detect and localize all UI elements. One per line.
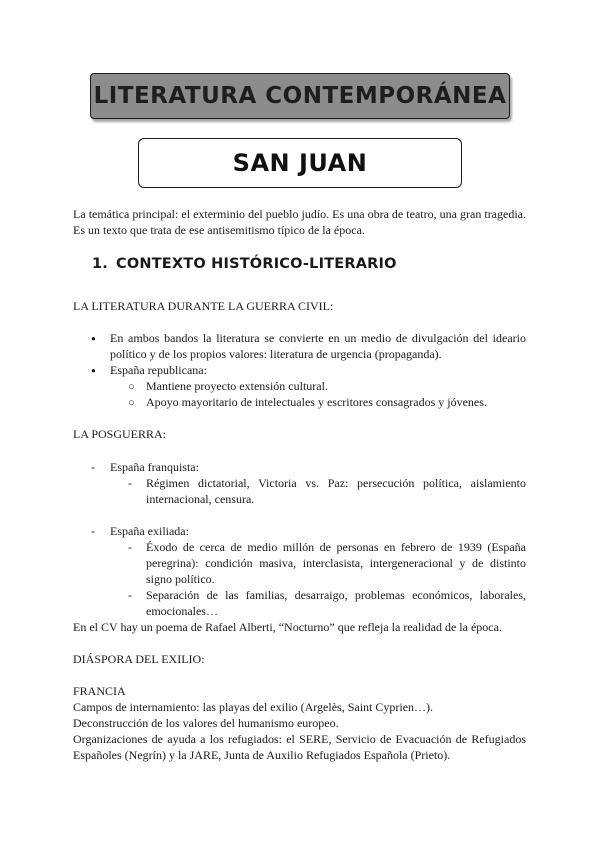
dash-bullet: - bbox=[91, 460, 95, 474]
document-subtitle: SAN JUAN bbox=[232, 149, 368, 177]
intro-paragraph: La temática principal: el exterminio del pueblo judío. Es una obra de teatro, una gran tragedia. Es un texto que trata de ese antisemitismo típico de la época. bbox=[73, 207, 526, 237]
diaspora-heading: DIÁSPORA DEL EXILIO: bbox=[73, 652, 205, 666]
section-number: 1. bbox=[92, 256, 108, 272]
section-heading bbox=[92, 256, 397, 272]
dash-bullet: - bbox=[128, 588, 132, 602]
dash-bullet: - bbox=[91, 524, 95, 538]
list-item: Separación de las familias, desarraigo, problemas económicos, laborales, emocionales… bbox=[146, 588, 526, 618]
title-banner bbox=[90, 73, 510, 119]
bullet-icon: ● bbox=[91, 334, 96, 343]
list-item: Apoyo mayoritario de intelectuales y escritores consagrados y jóvenes. bbox=[146, 395, 487, 409]
section-title: CONTEXTO HISTÓRICO-LITERARIO bbox=[116, 256, 397, 272]
document-title: LITERATURA CONTEMPORÁNEA bbox=[93, 83, 507, 109]
list-item: España republicana: bbox=[110, 363, 207, 377]
circle-bullet-icon: ○ bbox=[128, 381, 135, 393]
list-item: Mantiene proyecto extensión cultural. bbox=[146, 379, 328, 393]
posguerra-heading: LA POSGUERRA: bbox=[73, 427, 167, 441]
diaspora-line: Campos de internamiento: las playas del exilio (Argelès, Saint Cyprien…). bbox=[73, 700, 434, 714]
list-item: España exiliada: bbox=[110, 524, 189, 538]
list-item: España franquista: bbox=[110, 460, 199, 474]
francia-label: FRANCIA bbox=[73, 684, 126, 698]
dash-bullet: - bbox=[128, 540, 132, 554]
bullet-icon: ● bbox=[91, 366, 96, 375]
list-item: En ambos bandos la literatura se convierte en un medio de divulgación del ideario político y de los propios valores: literatura de urgencia (propaganda). bbox=[110, 331, 526, 361]
guerra-civil-heading: LA LITERATURA DURANTE LA GUERRA CIVIL: bbox=[73, 299, 334, 313]
diaspora-line: Deconstrucción de los valores del humanismo europeo. bbox=[73, 716, 339, 730]
subtitle-banner bbox=[138, 138, 462, 188]
list-item: Régimen dictatorial, Victoria vs. Paz: persecución política, aislamiento internacional, censura. bbox=[146, 476, 526, 506]
diaspora-paragraph: Organizaciones de ayuda a los refugiados: el SERE, Servicio de Evacuación de Refugiados Españoles (Negrín) y la JARE, Junta de Auxilio Refugiados Española (Prieto). bbox=[73, 732, 526, 762]
circle-bullet-icon: ○ bbox=[128, 397, 135, 409]
list-item: Éxodo de cerca de medio millón de personas en febrero de 1939 (España peregrina): condición masiva, interclasista, intergeneracional y de distinto signo político. bbox=[146, 540, 526, 586]
dash-bullet: - bbox=[128, 476, 132, 490]
nota-paragraph: En el CV hay un poema de Rafael Alberti, “Nocturno” que refleja la realidad de la época. bbox=[73, 620, 502, 634]
